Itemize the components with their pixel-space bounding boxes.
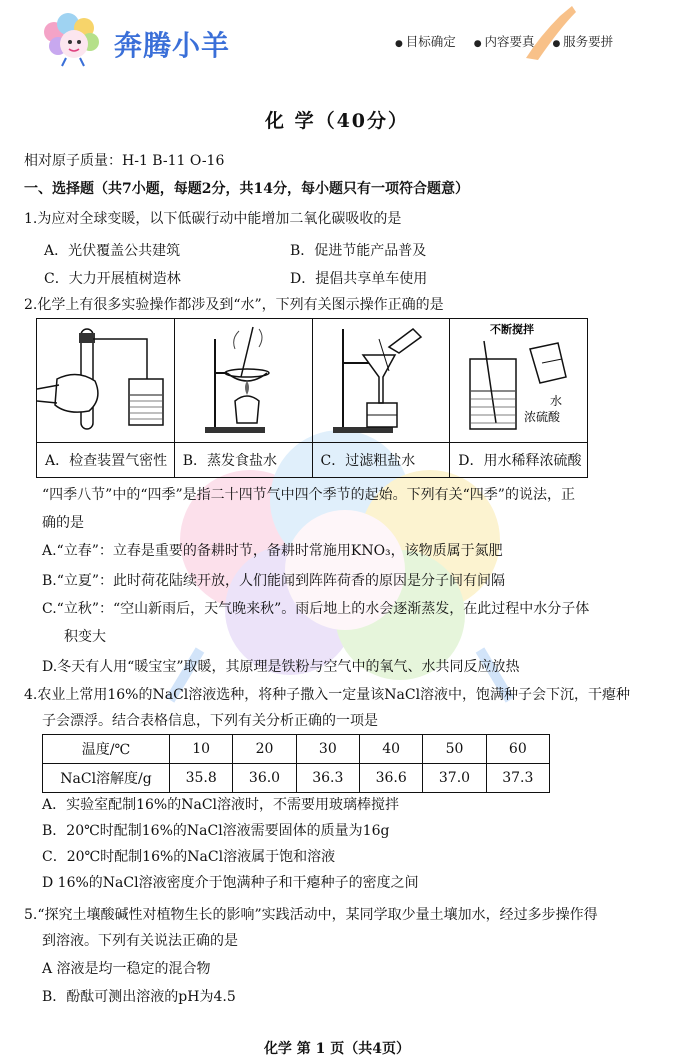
q1-option-d: D．提倡共享单车使用 (290, 271, 428, 287)
q5-option-a: A 溶液是均一稳定的混合物 (42, 961, 211, 977)
table-cell: 40 (359, 735, 422, 764)
question-3-stem-line2: 确的是 (42, 515, 84, 531)
figure-dilution (450, 319, 588, 443)
airtightness-apparatus-icon (37, 319, 173, 439)
table-row (43, 735, 550, 764)
table-cell: 60 (486, 735, 549, 764)
fig-label-acid: 浓硫酸 (524, 410, 561, 424)
fig-label-stir: 不断搅拌 (490, 323, 535, 336)
table-cell: 35.8 (170, 764, 233, 793)
evaporation-apparatus-icon (175, 319, 311, 439)
table-row (43, 764, 550, 793)
table-cell: 37.0 (423, 764, 486, 793)
q1-option-b: B．促进节能产品普及 (290, 243, 427, 259)
dilution-apparatus-icon (450, 319, 586, 439)
slogan-item: ● 目标确定 (395, 34, 456, 49)
slogan-list (395, 32, 627, 50)
section-heading: 一、选择题（共7小题，每题2分，共14分，每小题只有一项符合题意） (24, 181, 469, 197)
q4-option-a: A．实验室配制16%的NaCl溶液时，不需要用玻璃棒搅拌 (42, 797, 400, 813)
caption-d: D．用水稀释浓硫酸 (450, 442, 588, 477)
filtration-apparatus-icon (313, 319, 449, 439)
slogan-item: ● 服务要拼 (552, 34, 613, 49)
brand-name: 奔腾小羊 (114, 29, 231, 62)
fig-label-water: 水 (550, 394, 563, 408)
question-4-stem-line2: 子会漂浮。结合表格信息，下列有关分析正确的一项是 (42, 713, 378, 729)
table-cell: 37.3 (486, 764, 549, 793)
q3-option-b: B.“立夏”：此时荷花陆续开放，人们能闻到阵阵荷香的原因是分子间有间隔 (42, 573, 506, 589)
table-cell: 50 (423, 735, 486, 764)
figure-airtightness (37, 319, 175, 443)
question-5-stem-line1: 5.“探究土壤酸碱性对植物生长的影响”实践活动中，某同学取少量土壤加水，经过多步操作得 (24, 907, 598, 923)
page-title: 化 学（40分） (264, 110, 410, 132)
q1-option-c: C．大力开展植树造林 (44, 271, 181, 287)
figure-evaporation (174, 319, 312, 443)
table-cell: 36.3 (296, 764, 359, 793)
page-footer: 化学 第 1 页（共4页） (263, 1041, 411, 1057)
q3-option-c-line2: 积变大 (64, 629, 106, 645)
experiment-figure-table (36, 318, 588, 478)
caption-c: C．过滤粗盐水 (312, 442, 450, 477)
question-3-stem-line1: “四季八节”中的“四季”是指二十四节气中四个季节的起始。下列有关“四季”的说法，正 (42, 487, 575, 503)
slogan-item: ● 内容要真 (474, 34, 535, 49)
caption-b: B．蒸发食盐水 (174, 442, 312, 477)
table-header-solubility: NaCl溶解度/g (43, 764, 170, 793)
q3-option-c-line1: C.“立秋”：“空山新雨后，天气晚来秋”。雨后地上的水会逐渐蒸发，在此过程中水分子体 (42, 601, 590, 617)
q4-option-c: C．20℃时配制16%的NaCl溶液属于饱和溶液 (42, 849, 336, 865)
q3-option-d: D.冬天有人用“暖宝宝”取暖，其原理是铁粉与空气中的氧气、水共同反应放热 (42, 659, 520, 675)
brand-logo (40, 12, 240, 68)
question-4-stem-line1: 4.农业上常用16%的NaCl溶液选种，将种子撒入一定量该NaCl溶液中，饱满种子会下沉，干瘪种 (24, 687, 631, 703)
table-cell: 36.6 (359, 764, 422, 793)
q3-option-a: A.“立春”：立春是重要的备耕时节，备耕时常施用KNO₃，该物质属于氮肥 (42, 543, 503, 559)
solubility-table (42, 734, 550, 793)
sheep-logo-icon (40, 12, 104, 68)
q1-option-a: A．光伏覆盖公共建筑 (44, 243, 181, 259)
table-cell: 10 (170, 735, 233, 764)
atomic-masses: 相对原子质量：H-1 B-11 O-16 (24, 153, 225, 169)
q4-option-b: B．20℃时配制16%的NaCl溶液需要固体的质量为16g (42, 823, 390, 839)
figure-filtration (312, 319, 450, 443)
table-header-temp: 温度/℃ (43, 735, 170, 764)
caption-a: A．检查装置气密性 (37, 442, 175, 477)
q5-option-b: B．酚酞可测出溶液的pH为4.5 (42, 989, 236, 1005)
q4-option-d: D 16%的NaCl溶液密度介于饱满种子和干瘪种子的密度之间 (42, 875, 419, 891)
question-1-stem: 1.为应对全球变暖，以下低碳行动中能增加二氧化碳吸收的是 (24, 211, 402, 227)
table-cell: 36.0 (233, 764, 296, 793)
table-cell: 20 (233, 735, 296, 764)
question-2-stem: 2.化学上有很多实验操作都涉及到“水”，下列有关图示操作正确的是 (24, 297, 444, 313)
table-cell: 30 (296, 735, 359, 764)
question-5-stem-line2: 到溶液。下列有关说法正确的是 (42, 933, 238, 949)
